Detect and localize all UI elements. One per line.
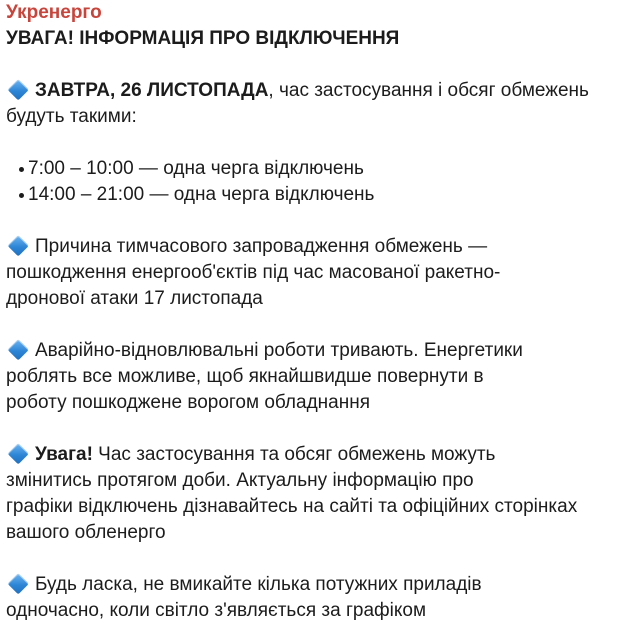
repairs-line-3: роботу пошкоджене ворогом обладнання [6, 392, 371, 413]
blue-diamond-icon [8, 444, 29, 465]
reason-line-2: пошкодження енергооб'єктів під час масованої ракетно- [6, 262, 501, 283]
schedule-item-text: 14:00 – 21:00 — одна черга відключень [28, 184, 375, 205]
repairs-line-2: роблять все можливе, щоб якнайшвидше повернути в [6, 366, 484, 387]
bullet-dot-icon [19, 167, 24, 172]
warning-line-4: вашого обленерго [6, 522, 166, 543]
list-item [6, 182, 619, 208]
paragraph-reason [6, 234, 619, 312]
list-item [6, 156, 619, 182]
paragraph-schedule [6, 78, 619, 130]
appeal-line-1: Будь ласка, не вмикайте кілька потужних приладів [35, 574, 482, 595]
message-title: УВАГА! ІНФОРМАЦІЯ ПРО ВІДКЛЮЧЕННЯ [6, 28, 400, 49]
repairs-line-1: Аварійно-відновлювальні роботи тривають. Енергетики [35, 340, 523, 361]
reason-line-1: Причина тимчасового запровадження обмежень — [35, 236, 488, 257]
warning-line-3: графіки відключень дізнавайтесь на сайті та офіційних сторінках [6, 496, 578, 517]
schedule-intro-cont: будуть такими: [6, 106, 137, 127]
bullet-dot-icon [19, 193, 24, 198]
warning-line-2: змінитись протягом доби. Актуальну інформацію про [6, 470, 474, 491]
blue-diamond-icon [8, 574, 29, 595]
schedule-item-text: 7:00 – 10:00 — одна черга відключень [28, 158, 364, 179]
warning-label: Увага! [35, 444, 93, 465]
paragraph-warning [6, 442, 619, 546]
schedule-list [6, 156, 619, 208]
sender-name[interactable]: Укренерго [6, 2, 102, 23]
blue-diamond-icon [8, 80, 29, 101]
appeal-line-2: одночасно, коли світло з'являється за графіком [6, 600, 427, 621]
paragraph-repairs [6, 338, 619, 416]
paragraph-appeal [6, 572, 619, 624]
schedule-intro: , час застосування і обсяг обмежень [268, 80, 589, 101]
schedule-date: ЗАВТРА, 26 ЛИСТОПАДА [35, 80, 269, 101]
blue-diamond-icon [8, 340, 29, 361]
blue-diamond-icon [8, 236, 29, 257]
reason-line-3: дронової атаки 17 листопада [6, 288, 263, 309]
warning-line-1: Час застосування та обсяг обмежень можуть [92, 444, 496, 465]
